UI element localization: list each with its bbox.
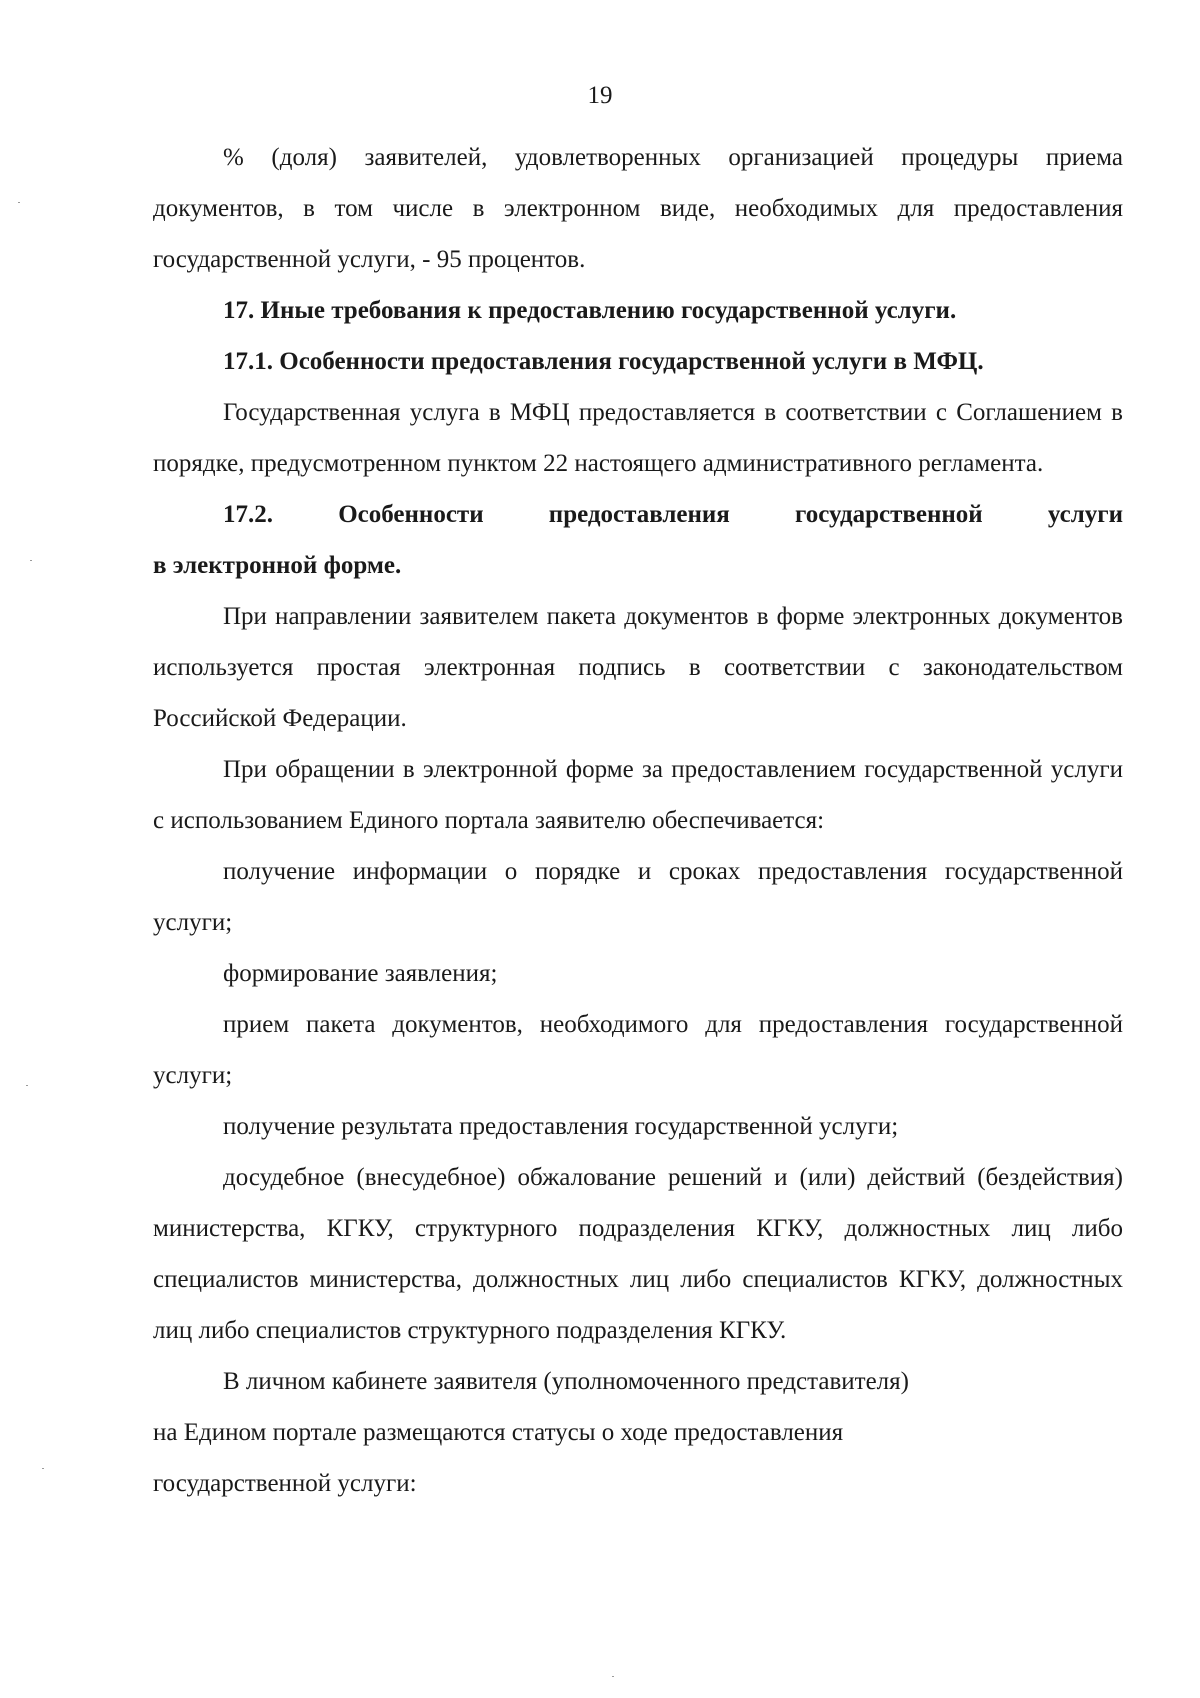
paragraph-mfc-service: Государственная услуга в МФЦ предоставляется в соответствии с Соглашением в порядке, предусмотренном пунктом 22 настоящего административного регламента.	[153, 399, 1123, 477]
section-heading-17-2-line1: 17.2. Особенности предоставления государственной услуги	[223, 501, 1123, 528]
paragraph-personal-account-line2: на Едином портале размещаются статусы о ходе предоставления	[153, 1419, 844, 1446]
paragraph-share-of-applicants: % (доля) заявителей, удовлетворенных организацией процедуры приема документов, в том числе в электронном виде, необходимых для предоставления государственной услуги, - 95 процентов.	[153, 144, 1123, 273]
scan-speck	[612, 1676, 614, 1677]
page-number: 19	[587, 82, 613, 109]
scan-speck	[18, 202, 20, 203]
scan-speck	[42, 1468, 44, 1469]
list-item-application: формирование заявления;	[223, 960, 498, 987]
paragraph-electronic-signature: При направлении заявителем пакета документов в форме электронных документов используется простая электронная подпись в соответствии с законодательством Российской Федерации.	[153, 603, 1123, 732]
document-body	[153, 132, 1123, 1509]
section-heading-17-1: 17.1. Особенности предоставления государственной услуги в МФЦ.	[223, 348, 984, 375]
list-item-appeal: досудебное (внесудебное) обжалование решений и (или) действий (бездействия) министерства, КГКУ, структурного подразделения КГКУ, должностных лиц либо специалистов министерства, должностных лиц либо специалистов КГКУ, должностных лиц либо специалистов структурного подразделения КГКУ.	[153, 1164, 1123, 1344]
section-heading-17-2-line2: в электронной форме.	[153, 552, 402, 579]
section-heading-17: 17. Иные требования к предоставлению государственной услуги.	[223, 297, 957, 324]
paragraph-personal-account-line3: государственной услуги:	[153, 1470, 417, 1497]
scan-speck	[26, 1085, 28, 1086]
list-item-result: получение результата предоставления государственной услуги;	[223, 1113, 899, 1140]
list-item-information: получение информации о порядке и сроках предоставления государственной услуги;	[153, 858, 1123, 936]
list-item-documents: прием пакета документов, необходимого для предоставления государственной услуги;	[153, 1011, 1123, 1089]
paragraph-personal-account-line1: В личном кабинете заявителя (уполномоченного представителя)	[223, 1368, 909, 1395]
scan-speck	[30, 560, 32, 561]
paragraph-electronic-request: При обращении в электронной форме за предоставлением государственной услуги с использованием Единого портала заявителю обеспечивается:	[153, 756, 1123, 834]
